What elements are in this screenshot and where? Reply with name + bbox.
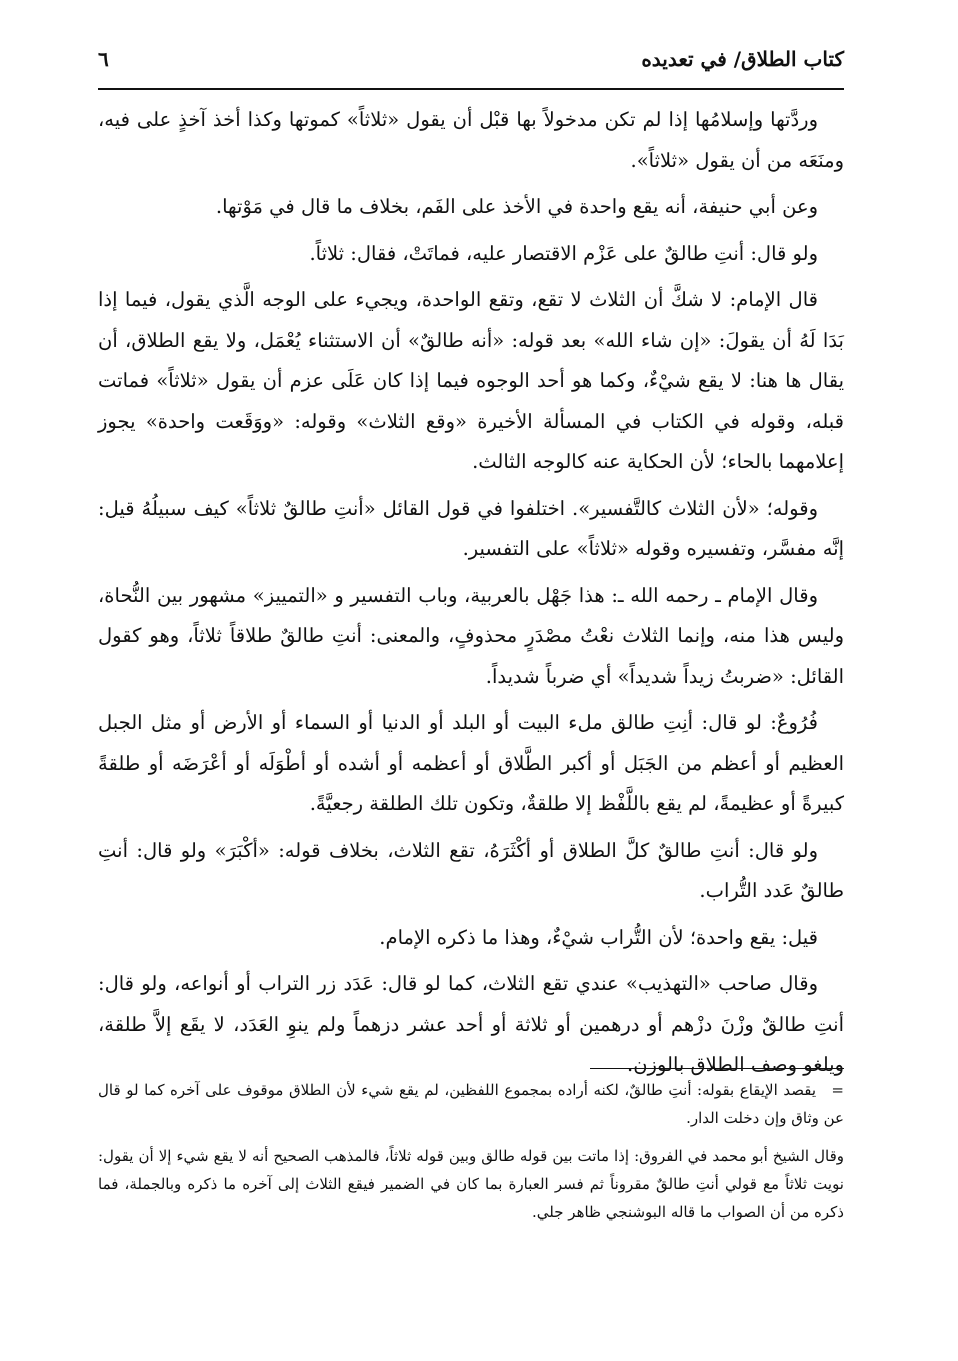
paragraph: وقال صاحب «التهذيب» عندي تقع الثلاث، كما لو قال: عَدَد زر التراب أو أنواعه، ولو قال: أنتِ طالقٌ وزْنَ دزْهم أو درهمين أو ثلاثة أو أحد عشر دزهماً ولم ينوِ العَدَد، لا يقَع إلاَّ طلقة، ويلغو وصف الطلاق بالوزن. bbox=[98, 972, 844, 1076]
running-header bbox=[98, 36, 844, 82]
page-number: ٦ bbox=[98, 47, 109, 71]
paragraph: ولو قال: أنتِ طالقٌ كلَّ الطلاق أو أكْثَرَهُ، تقع الثلاث، بخلاف قوله: «أكْبَرَ» ولو قال: أنتِ طالقٌ عَدد التُّراب. bbox=[98, 838, 844, 902]
paragraph: ولو قال: أنتِ طالقٌ على عَزْم الاقتصار عليه، فماتَتْ، فقال: ثلاثاً. bbox=[309, 241, 818, 265]
paragraph: قال الإمام: لا شكَّ أن الثلاث لا تقع، وتقع الواحدة، ويجيء على الوجه الَّذي يقول، فيما إذا بَدَا لَهُ أن يقولَ: «إن شاء الله» بعد قوله: «أنه طالقٌ» أن الاستثناء يُعْمَل، ولا يقع الطلاق، أن يقال ها هنا: لا يقع شيْءٌ، وكما هو أحد الوجوه فيما إذا كان عَلَى عزم أن يقول «ثلاثاً» فماتت قبله، وقوله في الكتاب في المسألة الأخيرة «وقع الثلاث» وقوله: «ووَقَعت واحدة» يجوز إعلامهما بالحاء؛ لأن الحكاية عنه كالوجه الثالث. bbox=[98, 288, 844, 473]
main-text bbox=[98, 100, 844, 1092]
footnote-continuation-marker: = bbox=[831, 1081, 844, 1099]
footnotes bbox=[98, 1076, 844, 1236]
paragraph: قيل: يقع واحدة؛ لأن التُّراب شيْءٌ، وهذا ما ذكره الإمام. bbox=[379, 925, 818, 949]
header-title: كتاب الطلاق/ في تعديده bbox=[641, 47, 844, 71]
header-rule bbox=[98, 88, 844, 90]
paragraph: وقال الإمام ـ رحمه الله ـ: هذا جَهْل بالعربية، وباب التفسير و «التمييز» مشهور بين النُّحاة، وليس هذا منه، وإنما الثلاث نعْتُ مصْدَرٍ محذوفٍ، والمعنى: أنتِ طالقٌ طلاقاً ثلاثاً، وهو كقول القائل: «ضربتُ زيداً شديداً» أي ضرباً شديداً. bbox=[98, 583, 844, 688]
footnote-text: يقصد الإيقاع بقوله: أنتِ طالقٌ، لكنه أراده بمجموع اللفظين، لم يقع شيء لأن الطلاق موقوف على آخره كما لو قال عن وثاق وإن دخلت الدار. bbox=[98, 1081, 844, 1127]
paragraph: وردَّتها وإسلامُها إذا لم تكن مدخولاً بها قبْل أن يقول «ثلاثاً» كموتها وكذا أخذ آخذٍ على فيه، ومنَعَه من أن يقول «ثلاثاً». bbox=[98, 108, 844, 172]
paragraph: وقوله؛ «لأن الثلاث كالتَّفسير». اختلفوا في قول القائل «أنتِ طالقٌ ثلاثاً» كيف سبيلُهُ قيل: إنَّه مفسَّر، وتفسيره وقوله «ثلاثاً» على التفسير. bbox=[98, 496, 844, 560]
paragraph: وعن أبي حنيفة، أنه يقع واحدة في الأخذ على الفَم، بخلاف ما قال في مَوْتها. bbox=[215, 195, 818, 218]
footnote-paragraph: وقال الشيخ أبو محمد في الفروق: إذا ماتت بين قوله طالق وبين قوله ثلاثاً، فالمذهب الصحيح أنه لا يقع شيء إلا أن يقول: نويت ثلاثاً مع قولي أنتِ طالقٌ مقروناً ثم فسر العبارة بما كان في الضمير فيقع الثلاث إلى آخره ما ذكره وبالجملة، فما ذكره من أن الصواب ما قاله البوشنجي ظاهر جلي. bbox=[98, 1147, 844, 1221]
footnote-separator bbox=[590, 1068, 844, 1069]
paragraph: فُرُوعٌ: لو قال: أنِتِ طالق ملء البيت أو البلد أو الدنيا أو السماء أو الأرض أو مثل الجبل العظيم أو أعظم من الجَبَل أو أكبر الطَّلاق أو أعظمه أو أشده أو أطْوَلَه أو أعْرَضَه أو طلقةً كبيرةً أو عظيمةً، لم يقع باللَّفْظ إلا طلقةٌ، وتكون تلك الطلقة رجعيَّةً. bbox=[98, 711, 844, 815]
footnote-paragraph bbox=[98, 1076, 844, 1132]
